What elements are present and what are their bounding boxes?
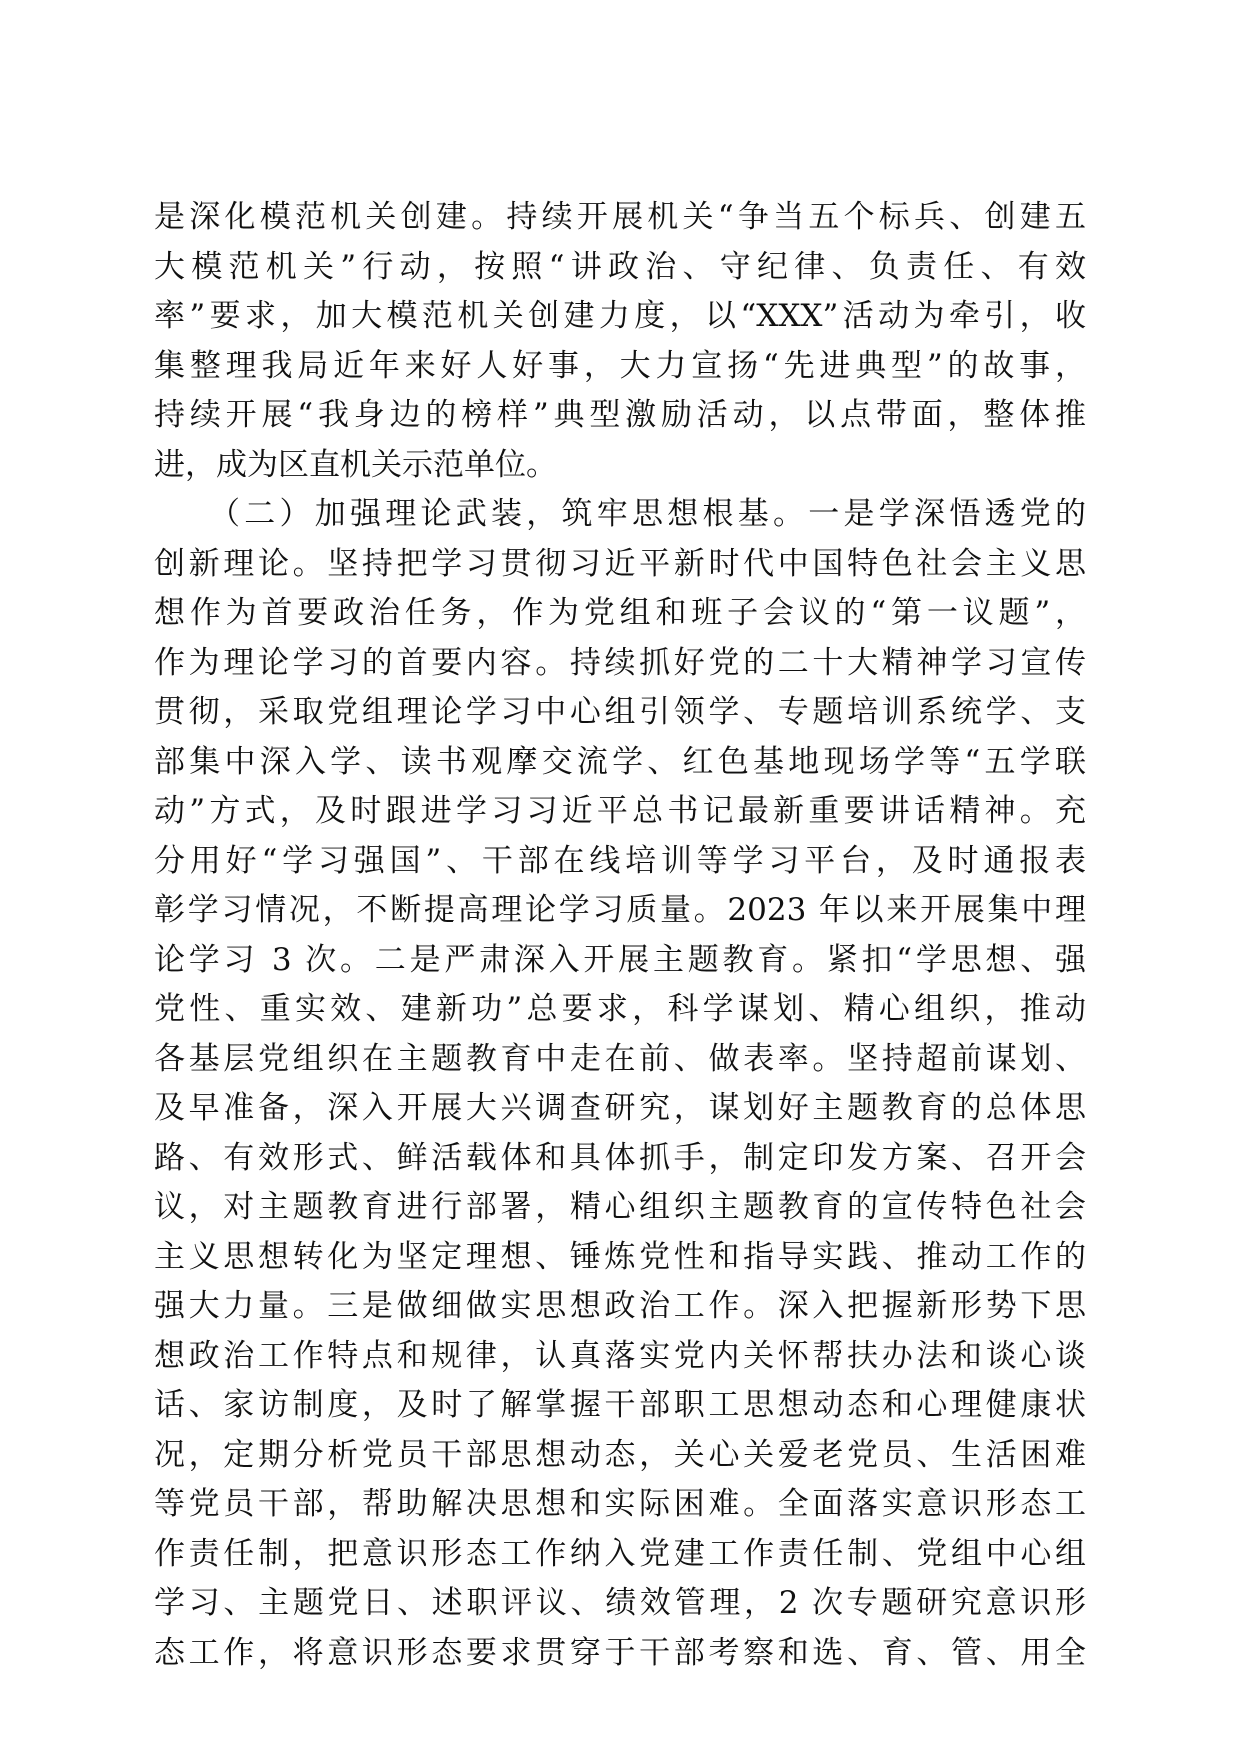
text-line: 想作为首要政治任务，作为党组和班子会议的“第一议题”， — [154, 595, 1086, 631]
text-line: 部集中深入学、读书观摩交流学、红色基地现场学等“五学联 — [154, 743, 1086, 780]
text-line: 况，定期分析党员干部思想动态，关心关爱老党员、生活困难 — [154, 1436, 1086, 1473]
text-line: 学习、主题党日、述职评议、绩效管理，2 次专题研究意识形 — [154, 1585, 1086, 1621]
text-line: 及早准备，深入开展大兴调查研究，谋划好主题教育的总体思 — [154, 1090, 1086, 1126]
text-line: 议，对主题教育进行部署，精心组织主题教育的宣传特色社会 — [154, 1189, 1086, 1225]
text-line: 态工作，将意识形态要求贯穿于干部考察和选、育、管、用全 — [154, 1634, 1086, 1671]
text-line: 作责任制，把意识形态工作纳入党建工作责任制、党组中心组 — [154, 1535, 1086, 1572]
text-line: 党性、重实效、建新功”总要求，科学谋划、精心组织，推动 — [154, 991, 1086, 1027]
body-text — [154, 193, 1086, 1678]
text-line: 大模范机关”行动，按照“讲政治、守纪律、负责任、有效 — [154, 248, 1086, 285]
text-line: 想政治工作特点和规律，认真落实党内关怀帮扶办法和谈心谈 — [154, 1337, 1086, 1374]
text-line: 集整理我局近年来好人好事，大力宣扬“先进典型”的故事， — [154, 347, 1086, 384]
text-line: 是深化模范机关创建。持续开展机关“争当五个标兵、创建五 — [154, 199, 1086, 235]
text-line: 路、有效形式、鲜活载体和具体抓手，制定印发方案、召开会 — [154, 1139, 1086, 1176]
text-line: 作为理论学习的首要内容。持续抓好党的二十大精神学习宣传 — [154, 644, 1086, 681]
text-line: 分用好“学习强国”、干部在线培训等学习平台，及时通报表 — [154, 842, 1086, 879]
text-line: 贯彻，采取党组理论学习中心组引领学、专题培训系统学、支 — [154, 694, 1086, 730]
text-line: 率”要求，加大模范机关创建力度，以“XXX”活动为牵引，收 — [154, 298, 1086, 334]
text-line: 各基层党组织在主题教育中走在前、做表率。坚持超前谋划、 — [154, 1040, 1086, 1077]
text-line: 话、家访制度，及时了解掌握干部职工思想动态和心理健康状 — [154, 1387, 1086, 1423]
paragraph-end-line: 进，成为区直机关示范单位。 — [154, 446, 557, 483]
text-line: 彰学习情况，不断提高理论学习质量。2023 年以来开展集中理 — [154, 892, 1086, 928]
text-line: 论学习 3 次。二是严肃深入开展主题教育。紧扣“学思想、强 — [154, 941, 1086, 978]
text-line: 动”方式，及时跟进学习习近平总书记最新重要讲话精神。充 — [154, 793, 1086, 829]
text-line: 主义思想转化为坚定理想、锤炼党性和指导实践、推动工作的 — [154, 1238, 1086, 1275]
text-line: 创新理论。坚持把学习贯彻习近平新时代中国特色社会主义思 — [154, 545, 1086, 582]
text-line: 强大力量。三是做细做实思想政治工作。深入把握新形势下思 — [154, 1288, 1086, 1324]
section-heading-line: （二）加强理论武装，筑牢思想根基。一是学深悟透党的 — [154, 496, 1086, 532]
text-line: 等党员干部，帮助解决思想和实际困难。全面落实意识形态工 — [154, 1486, 1086, 1522]
text-line: 持续开展“我身边的榜样”典型激励活动，以点带面，整体推 — [154, 397, 1086, 433]
